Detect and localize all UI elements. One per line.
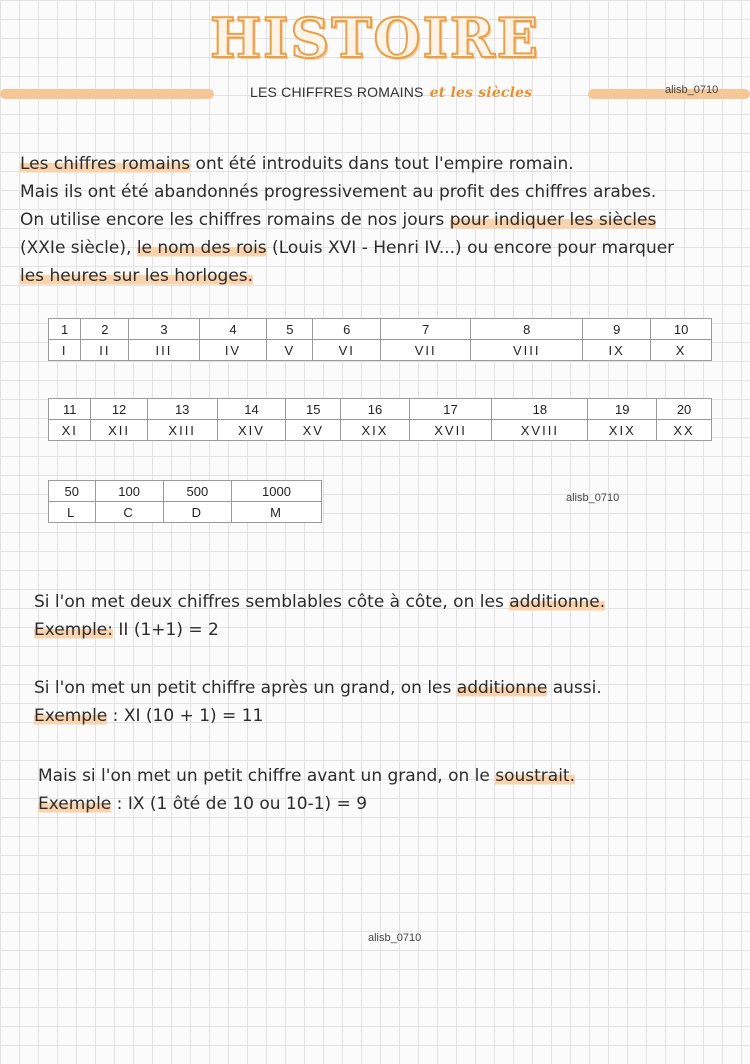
table-cell: 2 bbox=[81, 319, 129, 340]
table-cell: VIII bbox=[471, 340, 583, 361]
intro-highlight: Les chiffres romains bbox=[20, 154, 191, 174]
intro-highlight: les heures sur les horloges. bbox=[20, 266, 254, 286]
example-label: Exemple bbox=[38, 794, 112, 814]
table-cell: 500 bbox=[163, 481, 231, 502]
rule-highlight: additionne bbox=[456, 678, 548, 698]
table-cell: 8 bbox=[471, 319, 583, 340]
table-cell: VI bbox=[313, 340, 381, 361]
intro-line-2: Mais ils ont été abandonnés progressivement au profit des chiffres arabes. bbox=[20, 182, 657, 202]
table-cell: XIX bbox=[588, 420, 657, 441]
rule-1-example bbox=[34, 616, 605, 644]
rule-2-text bbox=[34, 674, 602, 702]
table-cell: XIII bbox=[147, 420, 217, 441]
table-cell: 20 bbox=[657, 399, 712, 420]
example-text: II (1+1) = 2 bbox=[113, 620, 219, 640]
rule-highlight: soustrait. bbox=[495, 766, 576, 786]
table-cell: 9 bbox=[583, 319, 651, 340]
watermark-mid: alisb_0710 bbox=[566, 492, 620, 504]
watermark-bottom: alisb_0710 bbox=[368, 932, 422, 944]
table-row-roman bbox=[49, 420, 712, 441]
subtitle-accent: et les siècles bbox=[429, 85, 533, 101]
table-cell: C bbox=[95, 502, 163, 523]
intro-highlight: pour indiquer les siècles bbox=[449, 210, 657, 230]
table-cell: XII bbox=[91, 420, 147, 441]
intro-text: (Louis XVI - Henri IV...) ou encore pour marquer bbox=[266, 238, 675, 258]
table-cell: XVII bbox=[409, 420, 491, 441]
table-cell: 12 bbox=[91, 399, 147, 420]
table-cell: I bbox=[49, 340, 81, 361]
table-cell: 7 bbox=[381, 319, 471, 340]
table-cell: 18 bbox=[492, 399, 588, 420]
table-cell: 1 bbox=[49, 319, 81, 340]
table-cell: D bbox=[163, 502, 231, 523]
rule-3-text bbox=[38, 762, 575, 790]
roman-table-11-20 bbox=[48, 398, 712, 441]
rule-3-example bbox=[38, 790, 575, 818]
table-cell: 19 bbox=[588, 399, 657, 420]
rule-text: Si l'on met un petit chiffre après un grand, on les bbox=[34, 678, 457, 698]
rule-text: aussi. bbox=[547, 678, 602, 698]
table-cell: 100 bbox=[95, 481, 163, 502]
table-cell: XI bbox=[49, 420, 91, 441]
table-cell: 50 bbox=[49, 481, 96, 502]
table-row-arabic bbox=[49, 399, 712, 420]
table-cell: X bbox=[651, 340, 712, 361]
table-cell: V bbox=[267, 340, 313, 361]
intro-line-3 bbox=[20, 206, 730, 234]
table-row-arabic bbox=[49, 481, 322, 502]
roman-table-1-10 bbox=[48, 318, 712, 361]
table-cell: II bbox=[81, 340, 129, 361]
table-row-arabic bbox=[49, 319, 712, 340]
table-cell: 17 bbox=[409, 399, 491, 420]
intro-text: ont été introduits dans tout l'empire romain. bbox=[190, 154, 574, 174]
example-text: : XI (10 + 1) = 11 bbox=[107, 706, 264, 726]
table-cell: XV bbox=[286, 420, 341, 441]
rule-highlight: additionne. bbox=[509, 592, 606, 612]
table-cell: 11 bbox=[49, 399, 91, 420]
rule-1 bbox=[34, 588, 605, 644]
table-cell: XIV bbox=[217, 420, 286, 441]
example-text: : IX (1 ôté de 10 ou 10-1) = 9 bbox=[111, 794, 368, 814]
table-cell: IX bbox=[583, 340, 651, 361]
rule-2 bbox=[34, 674, 602, 730]
table-cell: 15 bbox=[286, 399, 341, 420]
table-cell: 1000 bbox=[232, 481, 322, 502]
table-cell: XIX bbox=[341, 420, 410, 441]
roman-table-large bbox=[48, 480, 322, 523]
example-label: Exemple bbox=[34, 706, 108, 726]
table-row-roman bbox=[49, 502, 322, 523]
table-cell: L bbox=[49, 502, 96, 523]
intro-paragraph bbox=[20, 150, 730, 290]
table-cell: XVIII bbox=[492, 420, 588, 441]
page-title: HISTOIRE bbox=[210, 6, 540, 70]
rule-text: Si l'on met deux chiffres semblables côte à côte, on les bbox=[34, 592, 510, 612]
table-cell: VII bbox=[381, 340, 471, 361]
subtitle-main: LES CHIFFRES ROMAINS bbox=[250, 84, 424, 100]
rule-text: Mais si l'on met un petit chiffre avant un grand, on le bbox=[38, 766, 496, 786]
example-label: Exemple: bbox=[34, 620, 113, 640]
table-cell: IV bbox=[199, 340, 267, 361]
table-cell: XX bbox=[657, 420, 712, 441]
table-cell: III bbox=[129, 340, 199, 361]
header-rule-left bbox=[0, 89, 214, 99]
intro-highlight: le nom des rois bbox=[136, 238, 267, 258]
intro-text: (XXIe siècle), bbox=[20, 238, 137, 258]
table-cell: 13 bbox=[147, 399, 217, 420]
watermark-top: alisb_0710 bbox=[665, 84, 719, 96]
intro-text: On utilise encore les chiffres romains de nos jours bbox=[20, 210, 450, 230]
table-cell: M bbox=[232, 502, 322, 523]
page-subtitle bbox=[250, 84, 532, 101]
table-cell: 14 bbox=[217, 399, 286, 420]
rule-1-text bbox=[34, 588, 605, 616]
table-cell: 5 bbox=[267, 319, 313, 340]
rule-3 bbox=[38, 762, 575, 818]
table-cell: 4 bbox=[199, 319, 267, 340]
table-cell: 6 bbox=[313, 319, 381, 340]
table-cell: 10 bbox=[651, 319, 712, 340]
table-cell: 3 bbox=[129, 319, 199, 340]
table-row-roman bbox=[49, 340, 712, 361]
table-cell: 16 bbox=[341, 399, 410, 420]
rule-2-example bbox=[34, 702, 602, 730]
intro-line-4 bbox=[20, 234, 730, 262]
intro-line-5 bbox=[20, 262, 730, 290]
intro-line-1 bbox=[20, 150, 730, 178]
